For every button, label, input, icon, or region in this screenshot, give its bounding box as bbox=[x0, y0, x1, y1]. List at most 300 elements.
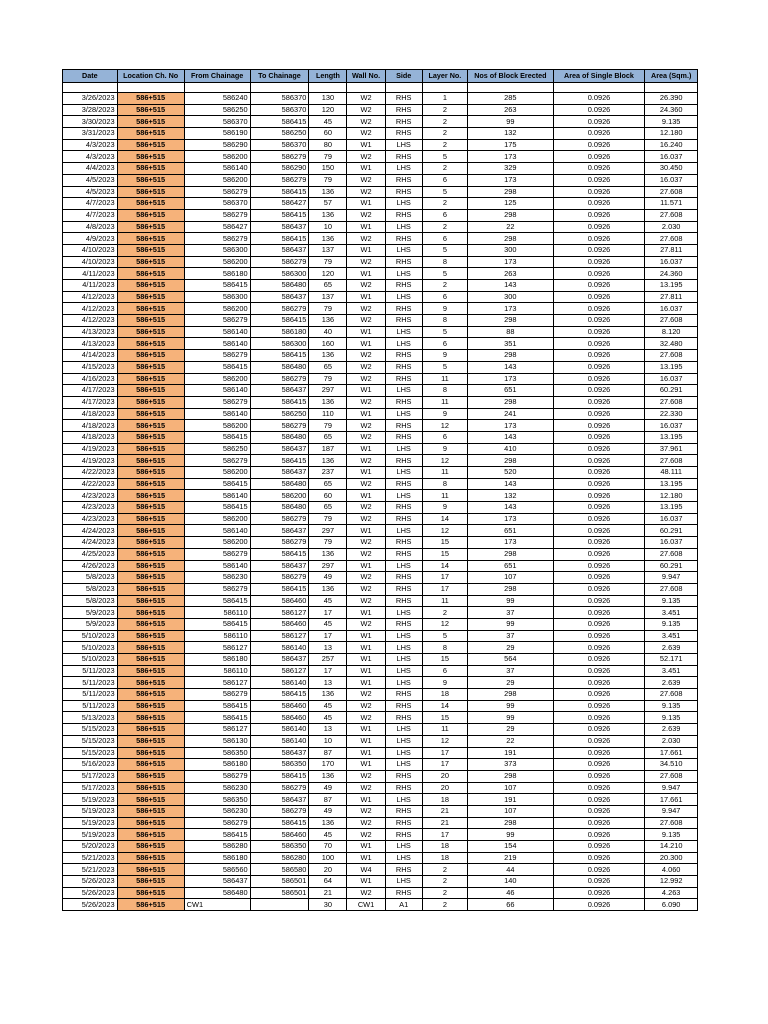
from-chainage-cell[interactable]: 586200 bbox=[184, 373, 250, 385]
single-block-area-cell[interactable]: 0.0926 bbox=[553, 852, 645, 864]
single-block-area-cell[interactable]: 0.0926 bbox=[553, 864, 645, 876]
wall-no-cell[interactable]: W1 bbox=[347, 525, 385, 537]
location-cell[interactable]: 586+515 bbox=[117, 829, 184, 841]
side-cell[interactable]: RHS bbox=[385, 116, 422, 128]
area-cell[interactable]: 60.291 bbox=[645, 525, 698, 537]
single-block-area-cell[interactable]: 0.0926 bbox=[553, 291, 645, 303]
column-header[interactable]: Wall No. bbox=[347, 70, 385, 83]
single-block-area-cell[interactable]: 0.0926 bbox=[553, 420, 645, 432]
location-cell[interactable]: 586+515 bbox=[117, 104, 184, 116]
date-cell[interactable]: 4/23/2023 bbox=[63, 502, 118, 514]
location-cell[interactable]: 586+515 bbox=[117, 280, 184, 292]
from-chainage-cell[interactable]: 586230 bbox=[184, 572, 250, 584]
side-cell[interactable]: RHS bbox=[385, 104, 422, 116]
area-cell[interactable]: 22.330 bbox=[645, 408, 698, 420]
area-cell[interactable]: 12.992 bbox=[645, 876, 698, 888]
blocks-erected-cell[interactable]: 298 bbox=[468, 396, 554, 408]
to-chainage-cell[interactable]: 586370 bbox=[250, 93, 309, 105]
to-chainage-cell[interactable]: 586437 bbox=[250, 794, 309, 806]
date-cell[interactable]: 4/24/2023 bbox=[63, 537, 118, 549]
area-cell[interactable]: 14.210 bbox=[645, 841, 698, 853]
date-cell[interactable]: 5/11/2023 bbox=[63, 700, 118, 712]
from-chainage-cell[interactable]: 586415 bbox=[184, 618, 250, 630]
location-cell[interactable]: 586+515 bbox=[117, 665, 184, 677]
to-chainage-cell[interactable]: 586127 bbox=[250, 607, 309, 619]
date-cell[interactable]: 5/8/2023 bbox=[63, 595, 118, 607]
to-chainage-cell[interactable]: 586437 bbox=[250, 560, 309, 572]
side-cell[interactable]: LHS bbox=[385, 385, 422, 397]
length-cell[interactable]: 170 bbox=[309, 759, 347, 771]
length-cell[interactable]: 17 bbox=[309, 630, 347, 642]
layer-no-cell[interactable]: 2 bbox=[422, 899, 467, 911]
blocks-erected-cell[interactable]: 298 bbox=[468, 770, 554, 782]
blocks-erected-cell[interactable]: 651 bbox=[468, 560, 554, 572]
from-chainage-cell[interactable]: 586140 bbox=[184, 490, 250, 502]
to-chainage-cell[interactable]: 586501 bbox=[250, 876, 309, 888]
to-chainage-cell[interactable]: 586279 bbox=[250, 303, 309, 315]
wall-no-cell[interactable]: W2 bbox=[347, 455, 385, 467]
from-chainage-cell[interactable]: 586140 bbox=[184, 163, 250, 175]
to-chainage-cell[interactable]: 586140 bbox=[250, 642, 309, 654]
single-block-area-cell[interactable]: 0.0926 bbox=[553, 128, 645, 140]
layer-no-cell[interactable]: 14 bbox=[422, 560, 467, 572]
area-cell[interactable]: 27.608 bbox=[645, 396, 698, 408]
date-cell[interactable]: 3/26/2023 bbox=[63, 93, 118, 105]
single-block-area-cell[interactable]: 0.0926 bbox=[553, 221, 645, 233]
date-cell[interactable]: 4/4/2023 bbox=[63, 163, 118, 175]
blocks-erected-cell[interactable]: 219 bbox=[468, 852, 554, 864]
table-cell[interactable] bbox=[250, 83, 309, 93]
wall-no-cell[interactable]: W2 bbox=[347, 396, 385, 408]
to-chainage-cell[interactable]: 586350 bbox=[250, 841, 309, 853]
length-cell[interactable]: 65 bbox=[309, 478, 347, 490]
location-cell[interactable]: 586+515 bbox=[117, 186, 184, 198]
length-cell[interactable]: 45 bbox=[309, 116, 347, 128]
date-cell[interactable]: 5/20/2023 bbox=[63, 841, 118, 853]
location-cell[interactable]: 586+515 bbox=[117, 817, 184, 829]
side-cell[interactable]: LHS bbox=[385, 221, 422, 233]
single-block-area-cell[interactable]: 0.0926 bbox=[553, 805, 645, 817]
location-cell[interactable]: 586+515 bbox=[117, 572, 184, 584]
single-block-area-cell[interactable]: 0.0926 bbox=[553, 373, 645, 385]
to-chainage-cell[interactable]: 586140 bbox=[250, 724, 309, 736]
blocks-erected-cell[interactable]: 140 bbox=[468, 876, 554, 888]
length-cell[interactable]: 136 bbox=[309, 350, 347, 362]
wall-no-cell[interactable]: W2 bbox=[347, 700, 385, 712]
layer-no-cell[interactable]: 11 bbox=[422, 490, 467, 502]
length-cell[interactable]: 70 bbox=[309, 841, 347, 853]
to-chainage-cell[interactable]: 586127 bbox=[250, 630, 309, 642]
single-block-area-cell[interactable]: 0.0926 bbox=[553, 93, 645, 105]
wall-no-cell[interactable]: W1 bbox=[347, 654, 385, 666]
from-chainage-cell[interactable]: 586279 bbox=[184, 583, 250, 595]
single-block-area-cell[interactable]: 0.0926 bbox=[553, 630, 645, 642]
layer-no-cell[interactable]: 21 bbox=[422, 817, 467, 829]
length-cell[interactable]: 17 bbox=[309, 607, 347, 619]
location-cell[interactable]: 586+515 bbox=[117, 525, 184, 537]
blocks-erected-cell[interactable]: 175 bbox=[468, 139, 554, 151]
blocks-erected-cell[interactable]: 298 bbox=[468, 689, 554, 701]
blocks-erected-cell[interactable]: 143 bbox=[468, 431, 554, 443]
wall-no-cell[interactable]: W2 bbox=[347, 128, 385, 140]
length-cell[interactable]: 40 bbox=[309, 326, 347, 338]
location-cell[interactable]: 586+515 bbox=[117, 467, 184, 479]
wall-no-cell[interactable]: W2 bbox=[347, 116, 385, 128]
layer-no-cell[interactable]: 17 bbox=[422, 572, 467, 584]
area-cell[interactable]: 27.608 bbox=[645, 770, 698, 782]
from-chainage-cell[interactable]: 586200 bbox=[184, 513, 250, 525]
from-chainage-cell[interactable]: 586200 bbox=[184, 467, 250, 479]
to-chainage-cell[interactable]: 586480 bbox=[250, 431, 309, 443]
location-cell[interactable]: 586+515 bbox=[117, 256, 184, 268]
wall-no-cell[interactable]: W2 bbox=[347, 233, 385, 245]
single-block-area-cell[interactable]: 0.0926 bbox=[553, 174, 645, 186]
wall-no-cell[interactable]: W1 bbox=[347, 326, 385, 338]
wall-no-cell[interactable]: W1 bbox=[347, 560, 385, 572]
from-chainage-cell[interactable]: 586415 bbox=[184, 595, 250, 607]
layer-no-cell[interactable]: 17 bbox=[422, 829, 467, 841]
date-cell[interactable]: 5/15/2023 bbox=[63, 747, 118, 759]
single-block-area-cell[interactable]: 0.0926 bbox=[553, 735, 645, 747]
length-cell[interactable]: 21 bbox=[309, 887, 347, 899]
to-chainage-cell[interactable]: 586437 bbox=[250, 747, 309, 759]
wall-no-cell[interactable]: CW1 bbox=[347, 899, 385, 911]
area-cell[interactable]: 16.240 bbox=[645, 139, 698, 151]
wall-no-cell[interactable]: W1 bbox=[347, 747, 385, 759]
from-chainage-cell[interactable]: 586279 bbox=[184, 817, 250, 829]
table-cell[interactable] bbox=[309, 83, 347, 93]
location-cell[interactable]: 586+515 bbox=[117, 747, 184, 759]
location-cell[interactable]: 586+515 bbox=[117, 724, 184, 736]
to-chainage-cell[interactable]: 586280 bbox=[250, 852, 309, 864]
date-cell[interactable]: 5/17/2023 bbox=[63, 782, 118, 794]
layer-no-cell[interactable]: 5 bbox=[422, 268, 467, 280]
side-cell[interactable]: RHS bbox=[385, 174, 422, 186]
layer-no-cell[interactable]: 2 bbox=[422, 198, 467, 210]
area-cell[interactable]: 13.195 bbox=[645, 280, 698, 292]
from-chainage-cell[interactable]: 586437 bbox=[184, 876, 250, 888]
from-chainage-cell[interactable]: 586200 bbox=[184, 537, 250, 549]
to-chainage-cell[interactable]: 586415 bbox=[250, 455, 309, 467]
blocks-erected-cell[interactable]: 99 bbox=[468, 116, 554, 128]
from-chainage-cell[interactable]: 586180 bbox=[184, 654, 250, 666]
date-cell[interactable]: 4/18/2023 bbox=[63, 408, 118, 420]
area-cell[interactable]: 9.947 bbox=[645, 805, 698, 817]
location-cell[interactable]: 586+515 bbox=[117, 420, 184, 432]
wall-no-cell[interactable]: W1 bbox=[347, 221, 385, 233]
area-cell[interactable]: 27.608 bbox=[645, 548, 698, 560]
length-cell[interactable]: 65 bbox=[309, 361, 347, 373]
to-chainage-cell[interactable]: 586279 bbox=[250, 174, 309, 186]
side-cell[interactable]: LHS bbox=[385, 747, 422, 759]
to-chainage-cell[interactable]: 586290 bbox=[250, 163, 309, 175]
layer-no-cell[interactable]: 2 bbox=[422, 607, 467, 619]
single-block-area-cell[interactable]: 0.0926 bbox=[553, 770, 645, 782]
date-cell[interactable]: 5/13/2023 bbox=[63, 712, 118, 724]
side-cell[interactable]: RHS bbox=[385, 817, 422, 829]
length-cell[interactable]: 237 bbox=[309, 467, 347, 479]
layer-no-cell[interactable]: 11 bbox=[422, 724, 467, 736]
blocks-erected-cell[interactable]: 37 bbox=[468, 665, 554, 677]
single-block-area-cell[interactable]: 0.0926 bbox=[553, 268, 645, 280]
from-chainage-cell[interactable]: 586280 bbox=[184, 841, 250, 853]
wall-no-cell[interactable]: W1 bbox=[347, 268, 385, 280]
from-chainage-cell[interactable]: 586240 bbox=[184, 93, 250, 105]
side-cell[interactable]: RHS bbox=[385, 209, 422, 221]
blocks-erected-cell[interactable]: 107 bbox=[468, 805, 554, 817]
blocks-erected-cell[interactable]: 373 bbox=[468, 759, 554, 771]
blocks-erected-cell[interactable]: 298 bbox=[468, 583, 554, 595]
area-cell[interactable]: 27.608 bbox=[645, 817, 698, 829]
layer-no-cell[interactable]: 5 bbox=[422, 244, 467, 256]
column-header[interactable]: Nos of Block Erected bbox=[468, 70, 554, 83]
date-cell[interactable]: 5/19/2023 bbox=[63, 805, 118, 817]
layer-no-cell[interactable]: 2 bbox=[422, 221, 467, 233]
location-cell[interactable]: 586+515 bbox=[117, 455, 184, 467]
side-cell[interactable]: LHS bbox=[385, 876, 422, 888]
blocks-erected-cell[interactable]: 298 bbox=[468, 233, 554, 245]
wall-no-cell[interactable]: W1 bbox=[347, 244, 385, 256]
single-block-area-cell[interactable]: 0.0926 bbox=[553, 654, 645, 666]
length-cell[interactable]: 120 bbox=[309, 104, 347, 116]
wall-no-cell[interactable]: W2 bbox=[347, 151, 385, 163]
to-chainage-cell[interactable]: 586415 bbox=[250, 583, 309, 595]
location-cell[interactable]: 586+515 bbox=[117, 443, 184, 455]
wall-no-cell[interactable]: W1 bbox=[347, 794, 385, 806]
side-cell[interactable]: LHS bbox=[385, 794, 422, 806]
table-cell[interactable] bbox=[645, 83, 698, 93]
from-chainage-cell[interactable]: 586279 bbox=[184, 689, 250, 701]
date-cell[interactable]: 5/21/2023 bbox=[63, 864, 118, 876]
length-cell[interactable]: 57 bbox=[309, 198, 347, 210]
length-cell[interactable]: 64 bbox=[309, 876, 347, 888]
area-cell[interactable]: 6.090 bbox=[645, 899, 698, 911]
from-chainage-cell[interactable]: 586140 bbox=[184, 560, 250, 572]
table-cell[interactable] bbox=[553, 83, 645, 93]
to-chainage-cell[interactable]: 586200 bbox=[250, 490, 309, 502]
location-cell[interactable]: 586+515 bbox=[117, 899, 184, 911]
layer-no-cell[interactable]: 11 bbox=[422, 467, 467, 479]
area-cell[interactable]: 12.180 bbox=[645, 490, 698, 502]
layer-no-cell[interactable]: 2 bbox=[422, 280, 467, 292]
area-cell[interactable]: 37.961 bbox=[645, 443, 698, 455]
wall-no-cell[interactable]: W2 bbox=[347, 93, 385, 105]
length-cell[interactable]: 80 bbox=[309, 139, 347, 151]
from-chainage-cell[interactable]: 586140 bbox=[184, 338, 250, 350]
area-cell[interactable]: 4.060 bbox=[645, 864, 698, 876]
wall-no-cell[interactable]: W1 bbox=[347, 291, 385, 303]
single-block-area-cell[interactable]: 0.0926 bbox=[553, 759, 645, 771]
date-cell[interactable]: 4/3/2023 bbox=[63, 139, 118, 151]
wall-no-cell[interactable]: W1 bbox=[347, 852, 385, 864]
blocks-erected-cell[interactable]: 520 bbox=[468, 467, 554, 479]
area-cell[interactable]: 9.135 bbox=[645, 712, 698, 724]
date-cell[interactable]: 4/18/2023 bbox=[63, 431, 118, 443]
column-header[interactable]: Length bbox=[309, 70, 347, 83]
length-cell[interactable]: 130 bbox=[309, 93, 347, 105]
date-cell[interactable]: 4/13/2023 bbox=[63, 338, 118, 350]
length-cell[interactable]: 110 bbox=[309, 408, 347, 420]
date-cell[interactable]: 4/17/2023 bbox=[63, 396, 118, 408]
layer-no-cell[interactable]: 2 bbox=[422, 876, 467, 888]
single-block-area-cell[interactable]: 0.0926 bbox=[553, 280, 645, 292]
area-cell[interactable]: 27.608 bbox=[645, 209, 698, 221]
location-cell[interactable]: 586+515 bbox=[117, 607, 184, 619]
blocks-erected-cell[interactable]: 143 bbox=[468, 478, 554, 490]
from-chainage-cell[interactable]: 586480 bbox=[184, 887, 250, 899]
area-cell[interactable]: 27.608 bbox=[645, 233, 698, 245]
blocks-erected-cell[interactable]: 298 bbox=[468, 455, 554, 467]
date-cell[interactable]: 4/17/2023 bbox=[63, 385, 118, 397]
side-cell[interactable]: LHS bbox=[385, 408, 422, 420]
layer-no-cell[interactable]: 14 bbox=[422, 700, 467, 712]
length-cell[interactable]: 136 bbox=[309, 396, 347, 408]
blocks-erected-cell[interactable]: 29 bbox=[468, 677, 554, 689]
date-cell[interactable]: 4/10/2023 bbox=[63, 256, 118, 268]
area-cell[interactable]: 16.037 bbox=[645, 373, 698, 385]
location-cell[interactable]: 586+515 bbox=[117, 174, 184, 186]
length-cell[interactable]: 10 bbox=[309, 735, 347, 747]
blocks-erected-cell[interactable]: 298 bbox=[468, 315, 554, 327]
single-block-area-cell[interactable]: 0.0926 bbox=[553, 724, 645, 736]
side-cell[interactable]: RHS bbox=[385, 502, 422, 514]
wall-no-cell[interactable]: W1 bbox=[347, 443, 385, 455]
from-chainage-cell[interactable]: 586279 bbox=[184, 186, 250, 198]
area-cell[interactable]: 27.608 bbox=[645, 350, 698, 362]
to-chainage-cell[interactable]: 586437 bbox=[250, 291, 309, 303]
side-cell[interactable]: RHS bbox=[385, 256, 422, 268]
layer-no-cell[interactable]: 8 bbox=[422, 478, 467, 490]
from-chainage-cell[interactable]: 586300 bbox=[184, 291, 250, 303]
wall-no-cell[interactable]: W1 bbox=[347, 163, 385, 175]
wall-no-cell[interactable]: W1 bbox=[347, 338, 385, 350]
length-cell[interactable]: 137 bbox=[309, 291, 347, 303]
length-cell[interactable]: 136 bbox=[309, 548, 347, 560]
to-chainage-cell[interactable]: 586415 bbox=[250, 350, 309, 362]
blocks-erected-cell[interactable]: 99 bbox=[468, 700, 554, 712]
length-cell[interactable]: 87 bbox=[309, 747, 347, 759]
length-cell[interactable]: 136 bbox=[309, 186, 347, 198]
length-cell[interactable]: 136 bbox=[309, 770, 347, 782]
to-chainage-cell[interactable]: 586300 bbox=[250, 338, 309, 350]
location-cell[interactable]: 586+515 bbox=[117, 396, 184, 408]
table-cell[interactable] bbox=[385, 83, 422, 93]
to-chainage-cell[interactable]: 586460 bbox=[250, 829, 309, 841]
wall-no-cell[interactable]: W2 bbox=[347, 618, 385, 630]
single-block-area-cell[interactable]: 0.0926 bbox=[553, 782, 645, 794]
area-cell[interactable]: 11.571 bbox=[645, 198, 698, 210]
location-cell[interactable]: 586+515 bbox=[117, 431, 184, 443]
date-cell[interactable]: 5/15/2023 bbox=[63, 724, 118, 736]
wall-no-cell[interactable]: W1 bbox=[347, 759, 385, 771]
wall-no-cell[interactable]: W1 bbox=[347, 630, 385, 642]
to-chainage-cell[interactable]: 586480 bbox=[250, 478, 309, 490]
to-chainage-cell[interactable]: 586437 bbox=[250, 244, 309, 256]
length-cell[interactable]: 60 bbox=[309, 490, 347, 502]
length-cell[interactable]: 45 bbox=[309, 618, 347, 630]
column-header[interactable]: To Chainage bbox=[250, 70, 309, 83]
area-cell[interactable]: 2.639 bbox=[645, 677, 698, 689]
side-cell[interactable]: LHS bbox=[385, 291, 422, 303]
location-cell[interactable]: 586+515 bbox=[117, 361, 184, 373]
date-cell[interactable]: 4/24/2023 bbox=[63, 525, 118, 537]
date-cell[interactable]: 5/10/2023 bbox=[63, 630, 118, 642]
length-cell[interactable]: 136 bbox=[309, 583, 347, 595]
wall-no-cell[interactable]: W2 bbox=[347, 315, 385, 327]
wall-no-cell[interactable]: W2 bbox=[347, 548, 385, 560]
date-cell[interactable]: 5/11/2023 bbox=[63, 677, 118, 689]
from-chainage-cell[interactable]: 586415 bbox=[184, 280, 250, 292]
from-chainage-cell[interactable]: 586200 bbox=[184, 174, 250, 186]
length-cell[interactable]: 136 bbox=[309, 209, 347, 221]
blocks-erected-cell[interactable]: 132 bbox=[468, 490, 554, 502]
wall-no-cell[interactable]: W2 bbox=[347, 361, 385, 373]
single-block-area-cell[interactable]: 0.0926 bbox=[553, 560, 645, 572]
wall-no-cell[interactable]: W4 bbox=[347, 864, 385, 876]
from-chainage-cell[interactable]: 586279 bbox=[184, 315, 250, 327]
to-chainage-cell[interactable]: 586415 bbox=[250, 548, 309, 560]
blocks-erected-cell[interactable]: 29 bbox=[468, 724, 554, 736]
side-cell[interactable]: RHS bbox=[385, 396, 422, 408]
date-cell[interactable]: 4/5/2023 bbox=[63, 186, 118, 198]
from-chainage-cell[interactable]: 586415 bbox=[184, 700, 250, 712]
location-cell[interactable]: 586+515 bbox=[117, 560, 184, 572]
area-cell[interactable]: 8.120 bbox=[645, 326, 698, 338]
to-chainage-cell[interactable]: 586460 bbox=[250, 618, 309, 630]
single-block-area-cell[interactable]: 0.0926 bbox=[553, 607, 645, 619]
from-chainage-cell[interactable]: 586200 bbox=[184, 420, 250, 432]
to-chainage-cell[interactable]: 586415 bbox=[250, 209, 309, 221]
single-block-area-cell[interactable]: 0.0926 bbox=[553, 595, 645, 607]
area-cell[interactable]: 17.661 bbox=[645, 794, 698, 806]
side-cell[interactable]: LHS bbox=[385, 268, 422, 280]
layer-no-cell[interactable]: 2 bbox=[422, 128, 467, 140]
location-cell[interactable]: 586+515 bbox=[117, 326, 184, 338]
date-cell[interactable]: 5/26/2023 bbox=[63, 876, 118, 888]
wall-no-cell[interactable]: W2 bbox=[347, 782, 385, 794]
area-cell[interactable]: 2.030 bbox=[645, 735, 698, 747]
area-cell[interactable]: 9.135 bbox=[645, 829, 698, 841]
length-cell[interactable]: 49 bbox=[309, 782, 347, 794]
layer-no-cell[interactable]: 9 bbox=[422, 443, 467, 455]
blocks-erected-cell[interactable]: 29 bbox=[468, 642, 554, 654]
date-cell[interactable]: 5/8/2023 bbox=[63, 572, 118, 584]
single-block-area-cell[interactable]: 0.0926 bbox=[553, 525, 645, 537]
layer-no-cell[interactable]: 12 bbox=[422, 735, 467, 747]
single-block-area-cell[interactable]: 0.0926 bbox=[553, 876, 645, 888]
to-chainage-cell[interactable]: 586580 bbox=[250, 864, 309, 876]
single-block-area-cell[interactable]: 0.0926 bbox=[553, 116, 645, 128]
side-cell[interactable]: LHS bbox=[385, 607, 422, 619]
layer-no-cell[interactable]: 12 bbox=[422, 525, 467, 537]
location-cell[interactable]: 586+515 bbox=[117, 338, 184, 350]
to-chainage-cell[interactable]: 586140 bbox=[250, 677, 309, 689]
single-block-area-cell[interactable]: 0.0926 bbox=[553, 887, 645, 899]
area-cell[interactable]: 27.608 bbox=[645, 315, 698, 327]
from-chainage-cell[interactable]: 586300 bbox=[184, 244, 250, 256]
date-cell[interactable]: 4/23/2023 bbox=[63, 490, 118, 502]
side-cell[interactable]: LHS bbox=[385, 642, 422, 654]
length-cell[interactable]: 136 bbox=[309, 455, 347, 467]
single-block-area-cell[interactable]: 0.0926 bbox=[553, 361, 645, 373]
blocks-erected-cell[interactable]: 107 bbox=[468, 782, 554, 794]
from-chainage-cell[interactable]: 586279 bbox=[184, 233, 250, 245]
layer-no-cell[interactable]: 5 bbox=[422, 326, 467, 338]
side-cell[interactable]: RHS bbox=[385, 478, 422, 490]
length-cell[interactable]: 100 bbox=[309, 852, 347, 864]
to-chainage-cell[interactable]: 586300 bbox=[250, 268, 309, 280]
length-cell[interactable]: 136 bbox=[309, 315, 347, 327]
